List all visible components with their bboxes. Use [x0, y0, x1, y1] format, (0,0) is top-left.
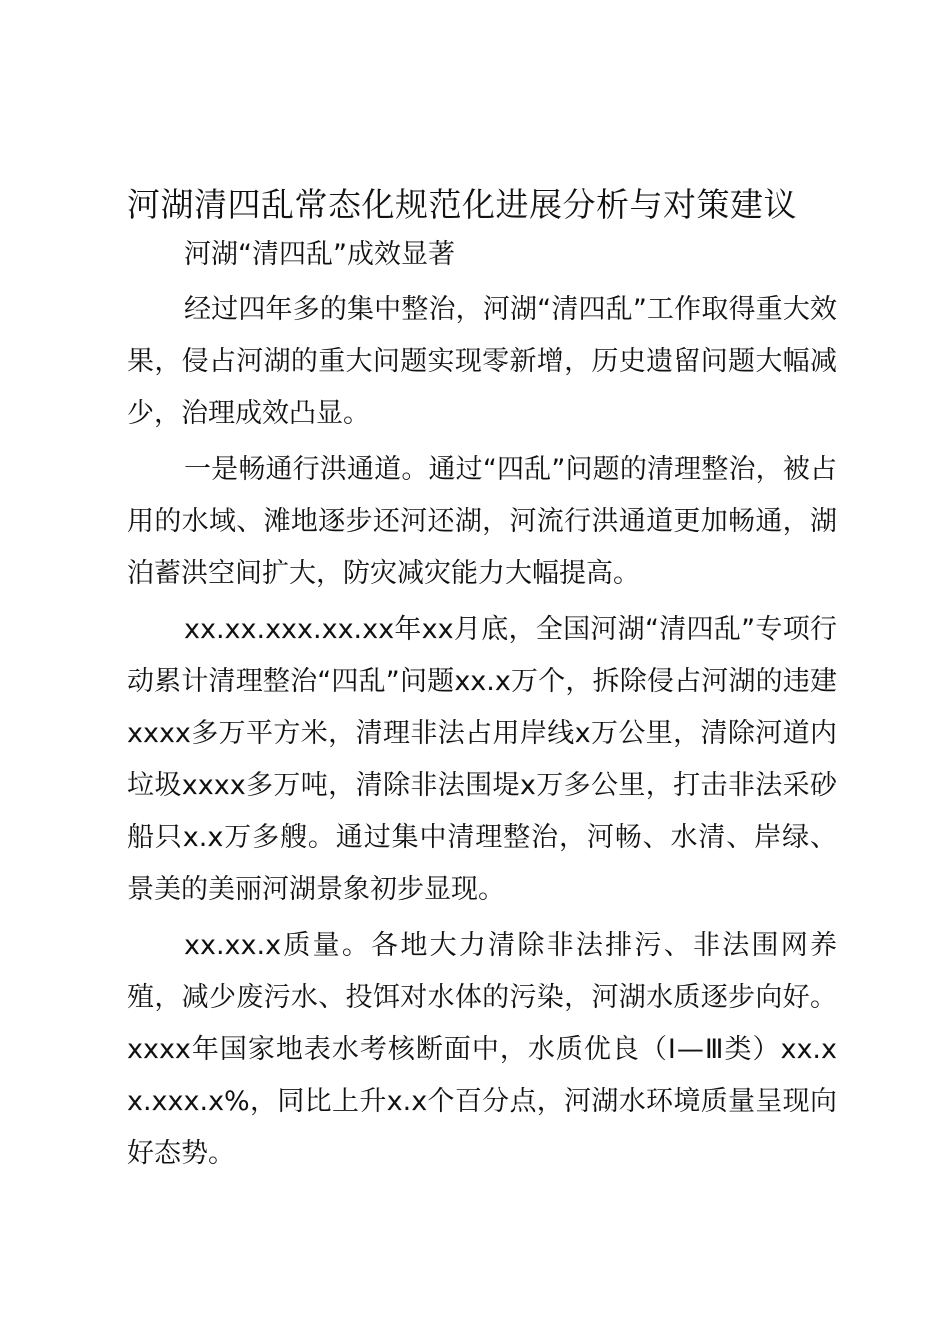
paragraph-3: xx.xx.xxx.xx.xx年xx月底，全国河湖“清四乱”专项行动累计清理整治“四乱”问题xx.x万个，拆除侵占河湖的违建xxxx多万平方米，清理非法占用岸线x万公里，清除河道内垃圾xxxx多万吨，清除非法围堤x万多公里，打击非法采砂船只x.x万多艘。通过集中清理整治，河畅、水清、岸绿、景美的美丽河湖景象初步显现。: [127, 614, 837, 905]
paragraph-1: 经过四年多的集中整治，河湖“清四乱”工作取得重大效果，侵占河湖的重大问题实现零新增，历史遗留问题大幅减少，治理成效凸显。: [127, 294, 837, 429]
document-body: [127, 180, 837, 1180]
section-heading: 河湖“清四乱”成效显著: [184, 239, 455, 270]
document-title: 河湖清四乱常态化规范化进展分析与对策建议: [127, 185, 797, 224]
paragraph-2: 一是畅通行洪通道。通过“四乱”问题的清理整治，被占用的水域、滩地逐步还河还湖，河流行洪通道更加畅通，湖泊蓄洪空间扩大，防灾减灾能力大幅提高。: [127, 454, 837, 589]
paragraph-4: xx.xx.x质量。各地大力清除非法排污、非法围网养殖，减少废污水、投饵对水体的污染，河湖水质逐步向好。xxxx年国家地表水考核断面中，水质优良（Ⅰ—Ⅲ类）xx.xx.xxx.x%，同比上升x.x个百分点，河湖水环境质量呈现向好态势。: [127, 930, 837, 1169]
